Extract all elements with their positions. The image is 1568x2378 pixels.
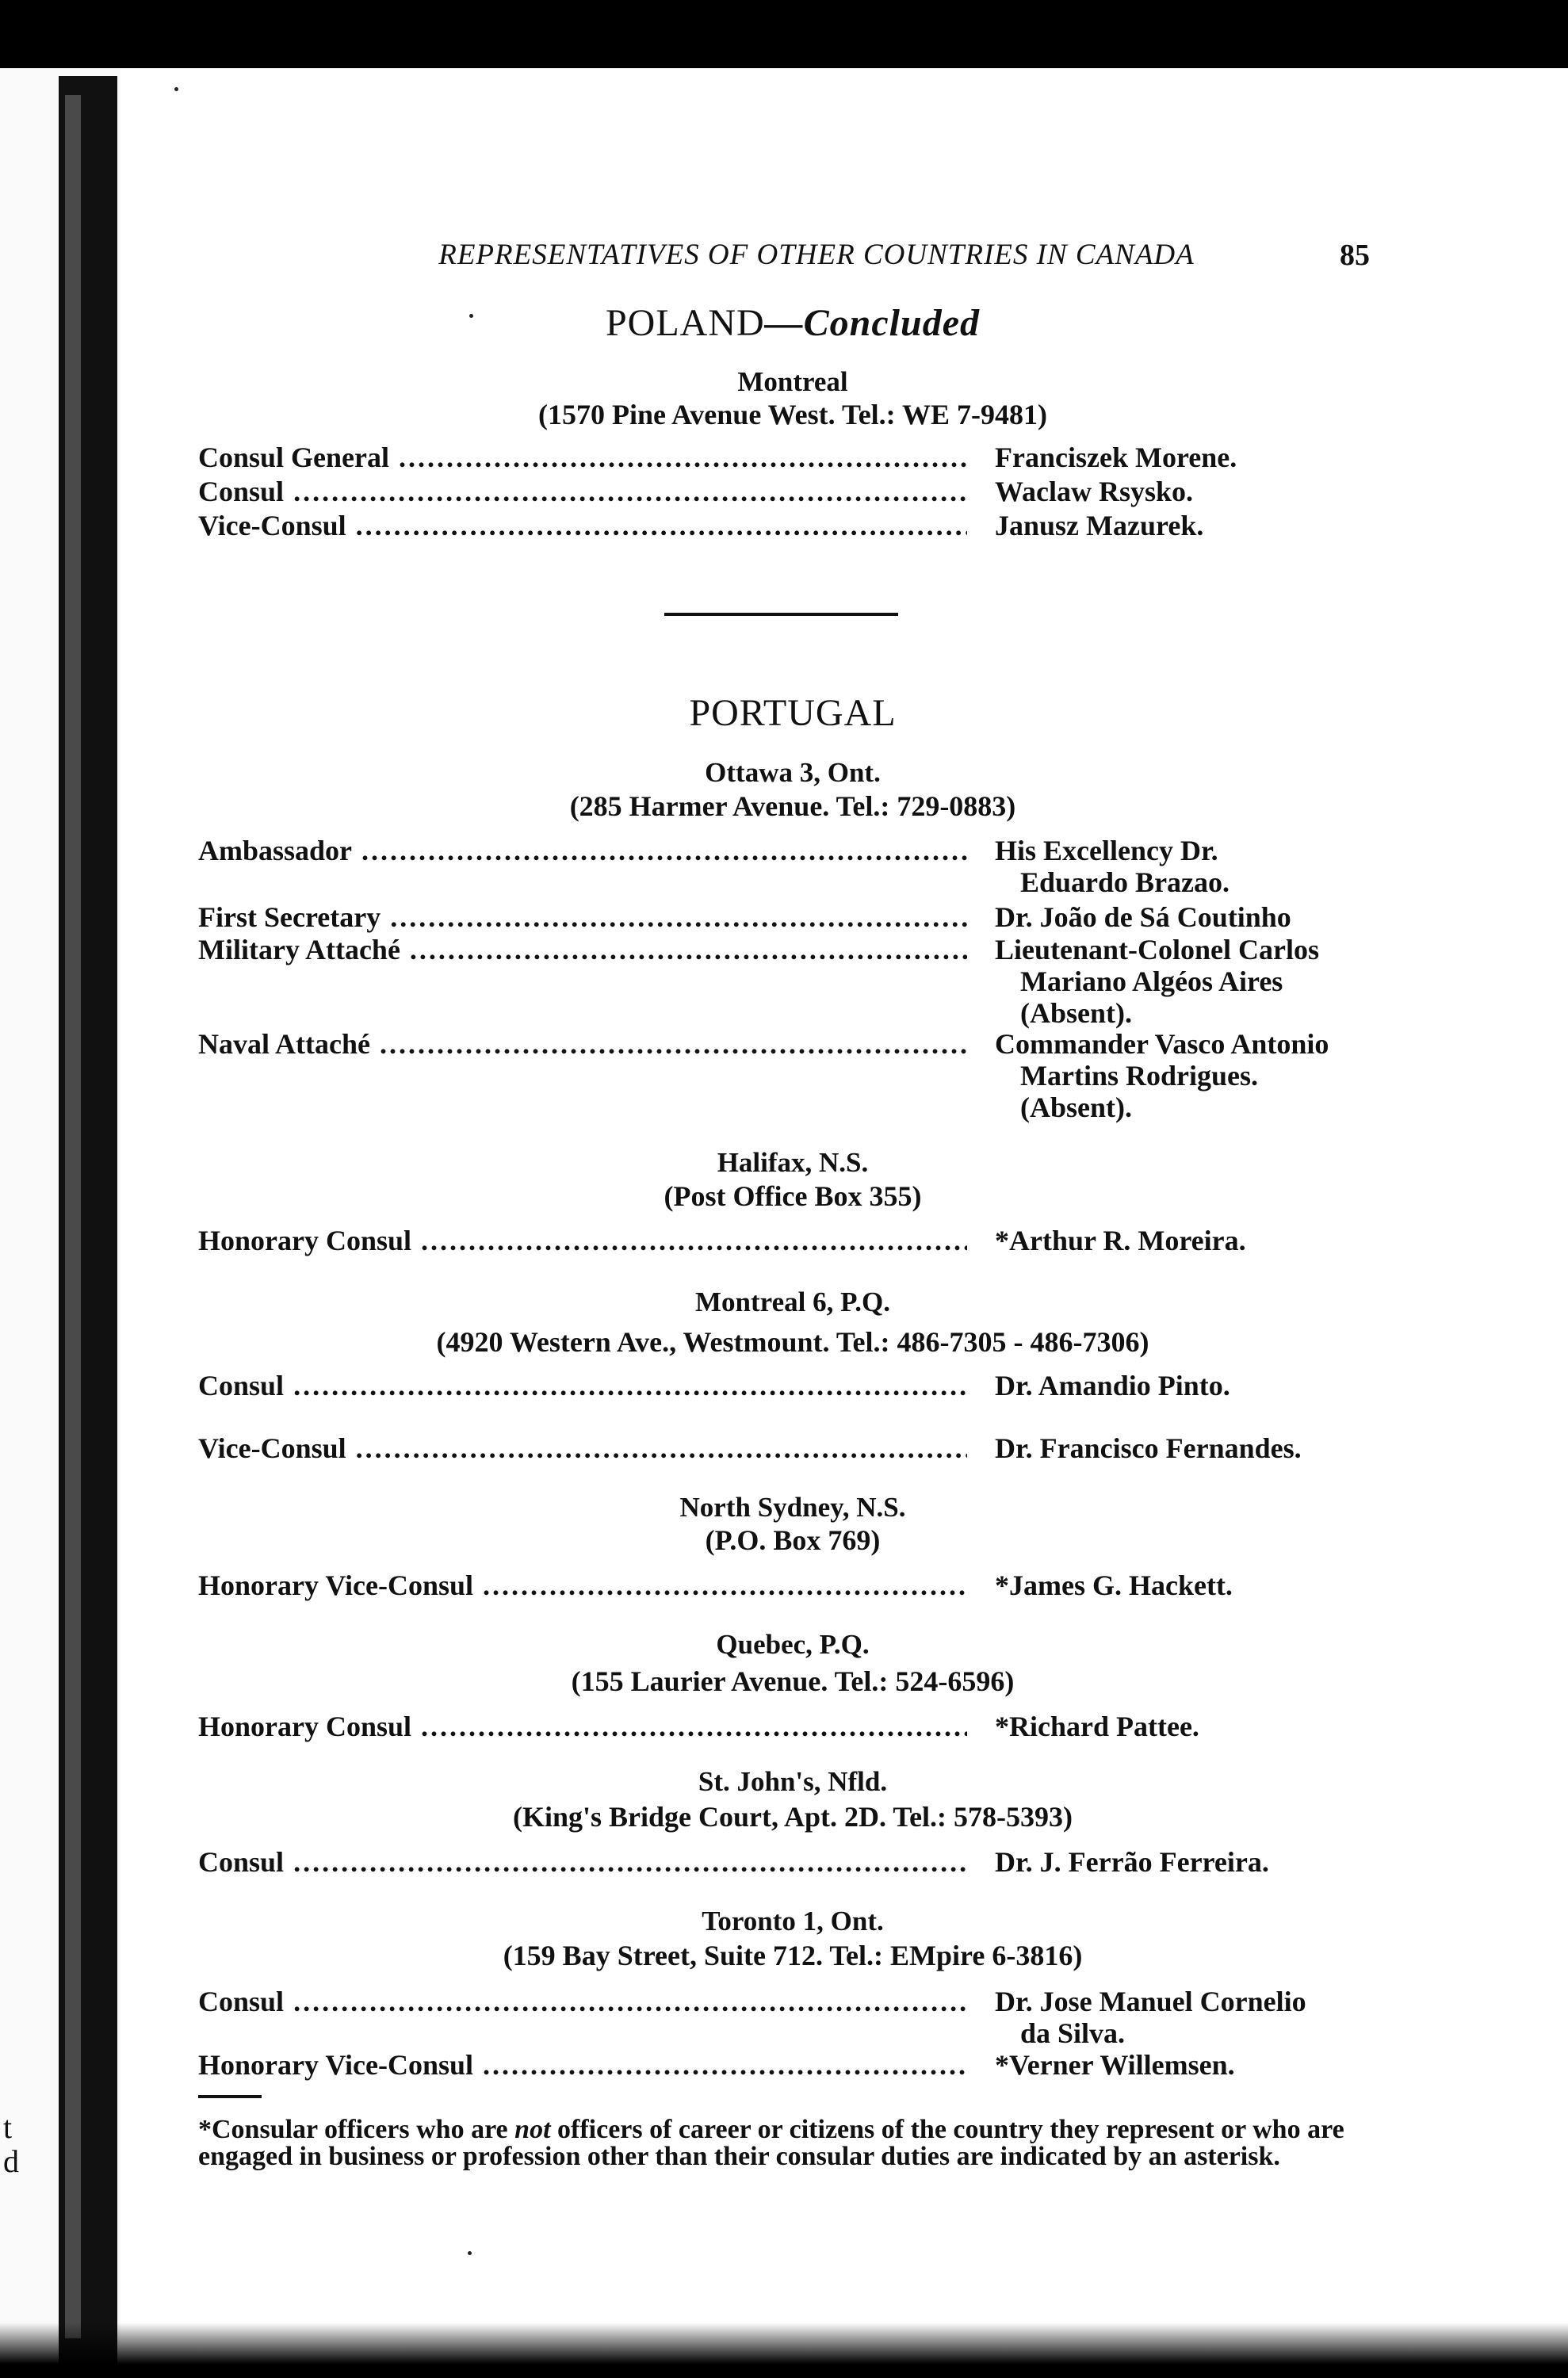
entry-name: *Arthur R. Moreira. [995, 1225, 1246, 1256]
entry-name: Dr. J. Ferrão Ferreira. [995, 1846, 1269, 1878]
scan-speck [174, 87, 178, 91]
address-line: (Post Office Box 355) [664, 1180, 922, 1212]
footnote-rule [198, 2095, 262, 2098]
scan-speck [469, 314, 473, 318]
footnote-emphasis: not [514, 2115, 551, 2144]
margin-letter: d [3, 2143, 19, 2179]
city-heading: Ottawa 3, Ont. [705, 757, 881, 788]
section-divider [664, 613, 898, 616]
name-continuation: Mariano Algéos Aires [1020, 965, 1283, 997]
entry-title: Consul General ..... [198, 442, 967, 473]
entry-title: Consul ..... [198, 1370, 967, 1401]
city-heading: St. John's, Nfld. [698, 1766, 888, 1797]
entry-title: Ambassador ..... [198, 835, 967, 866]
entry-name: *Verner Willemsen. [995, 2049, 1235, 2081]
entry-title: Honorary Consul ..... [198, 1225, 967, 1256]
entry-name: Dr. Francisco Fernandes. [995, 1432, 1302, 1464]
country-name: POLAND [605, 302, 765, 344]
name-continuation: da Silva. [1020, 2017, 1126, 2049]
entry-name: *James G. Hackett. [995, 1569, 1233, 1601]
entry-name: *Richard Pattee. [995, 1711, 1199, 1742]
entry-name [995, 1986, 1407, 2049]
name-continuation: (Absent). [1020, 997, 1132, 1029]
entry-title: Naval Attaché ..... [198, 1028, 967, 1060]
name-line: Commander Vasco Antonio [995, 1028, 1329, 1060]
name-continuation: Martins Rodrigues. [1020, 1060, 1258, 1092]
entry-title: Vice-Consul ..... [198, 1432, 967, 1464]
entry-title: Consul ..... [198, 1986, 967, 2017]
entry-name: Dr. Amandio Pinto. [995, 1370, 1230, 1401]
entry-title: Consul ..... [198, 1846, 967, 1878]
footnote-text: officers of career or citizens of the country they represent or who are engaged in business or profession other than their consular duties are indicated by an asterisk. [198, 2115, 1344, 2171]
city-heading: Halifax, N.S. [717, 1147, 869, 1178]
city-heading: Montreal 6, P.Q. [695, 1286, 890, 1317]
entry-title: Vice-Consul ..... [198, 510, 967, 541]
entry-name [995, 934, 1407, 1029]
city-heading: North Sydney, N.S. [679, 1492, 906, 1523]
scan-bottom-edge [0, 2323, 1568, 2378]
address-line: (285 Harmer Avenue. Tel.: 729-0883) [569, 790, 1016, 822]
entry-name: Janusz Mazurek. [995, 510, 1204, 541]
entry-name [995, 1028, 1407, 1123]
entry-title: First Secretary ..... [198, 901, 967, 933]
address-line: (1570 Pine Avenue West. Tel.: WE 7-9481) [537, 399, 1048, 430]
entry-name [995, 835, 1407, 898]
scan-speck [468, 2251, 472, 2255]
name-line: His Excellency Dr. [995, 835, 1218, 866]
entry-title: Honorary Vice-Consul ..... [198, 2049, 967, 2081]
entry-title: Honorary Consul ..... [198, 1711, 967, 1742]
address-line: (P.O. Box 769) [705, 1524, 881, 1556]
scan-binding-highlight [65, 95, 81, 2338]
entry-name: Waclaw Rsysko. [995, 476, 1194, 507]
margin-letter: t [3, 2109, 13, 2145]
city-heading: Montreal [737, 366, 848, 397]
page-number: 85 [1340, 239, 1370, 272]
country-heading-portugal: PORTUGAL [689, 692, 897, 734]
address-line: (King's Bridge Court, Apt. 2D. Tel.: 578-5393) [512, 1801, 1073, 1833]
address-line: (4920 Western Ave., Westmount. Tel.: 486-7305 - 486-7306) [436, 1326, 1149, 1358]
entry-name: Franciszek Morene. [995, 442, 1237, 473]
name-continuation: (Absent). [1020, 1092, 1132, 1123]
address-line: (155 Laurier Avenue. Tel.: 524-6596) [571, 1665, 1015, 1697]
running-head: REPRESENTATIVES OF OTHER COUNTRIES IN CANADA [438, 239, 1195, 271]
entry-title: Honorary Vice-Consul ..... [198, 1569, 967, 1601]
city-heading: Quebec, P.Q. [716, 1629, 870, 1660]
name-continuation: Eduardo Brazao. [1020, 866, 1230, 898]
entry-name: Dr. João de Sá Coutinho [995, 901, 1291, 933]
name-line: Lieutenant-Colonel Carlos [995, 934, 1319, 965]
footnote-text: *Consular officers who are [198, 2115, 515, 2144]
name-line: Dr. Jose Manuel Cornelio [995, 1986, 1306, 2017]
heading-suffix: —Concluded [764, 302, 981, 344]
scan-top-border [0, 0, 1568, 68]
footnote [198, 2116, 1387, 2170]
address-line: (159 Bay Street, Suite 712. Tel.: EMpire 6-3816) [503, 1940, 1083, 1971]
entry-title: Consul ..... [198, 476, 967, 507]
entry-title: Military Attaché ..... [198, 934, 967, 965]
city-heading: Toronto 1, Ont. [702, 1906, 884, 1936]
country-heading-poland [182, 301, 1403, 345]
